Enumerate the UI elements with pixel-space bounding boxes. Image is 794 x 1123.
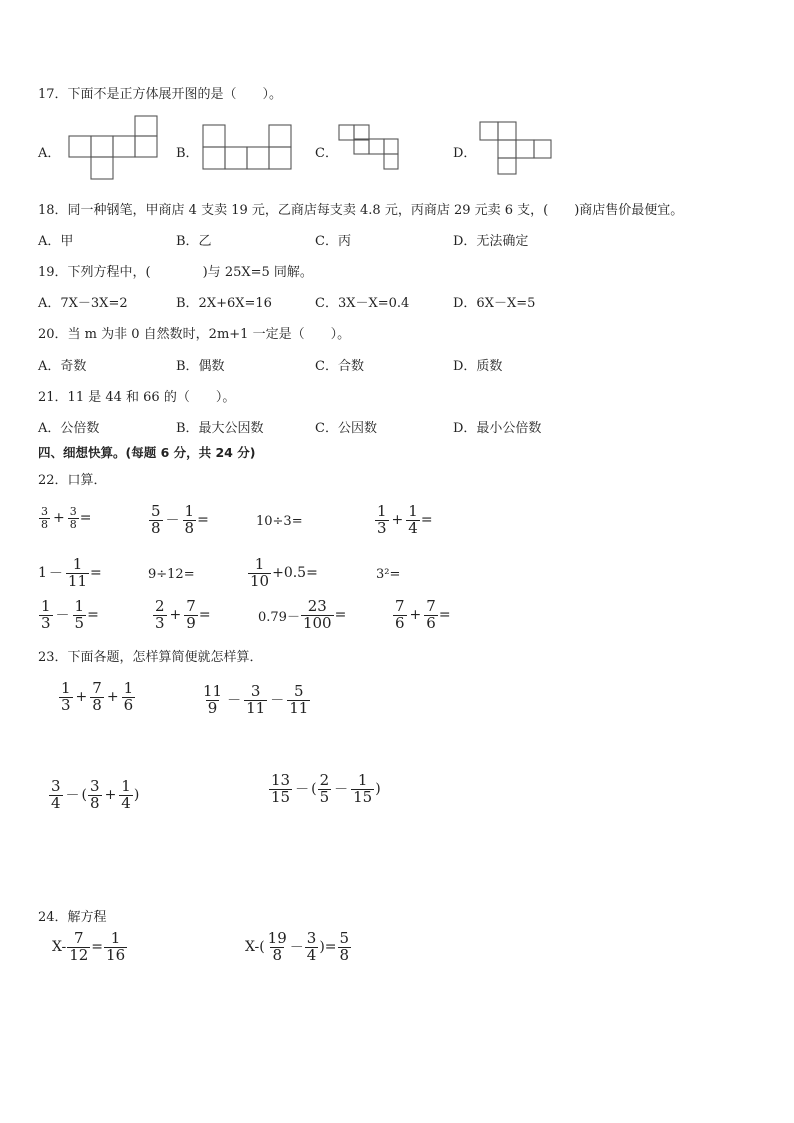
cube-net-c-icon	[338, 124, 400, 170]
q22-r3-a: $\frac{1}{3}$ － $\frac{1}{5}$ =	[41, 597, 99, 632]
q18-stem: 18．同一种钢笔，甲商店 4 支卖 19 元，乙商店每支卖 4.8 元，丙商店 29 元卖 6 支，( )商店售价最便宜。	[38, 203, 684, 218]
q24-e1: X- $\frac{7}{12}$ = $\frac{1}{16}$	[52, 929, 126, 964]
q20-option-b[interactable]: B．偶数	[176, 359, 225, 374]
q24-stem: 24．解方程	[38, 910, 107, 925]
q22-r3-c: 0.79－ $\frac{23}{100}$ =	[258, 597, 347, 632]
q21-option-a[interactable]: A．公倍数	[38, 421, 100, 436]
q18-option-d[interactable]: D．无法确定	[453, 234, 529, 249]
q22-r1-d: $\frac{1}{3}$ + $\frac{1}{4}$ =	[377, 502, 433, 537]
q21-option-c[interactable]: C．公因数	[315, 421, 377, 436]
q19-option-d[interactable]: D．6X－X=5	[453, 296, 536, 311]
q22-r2-c: $\frac{1}{10}$ +0.5=	[250, 555, 318, 590]
q22-stem: 22．口算．	[38, 473, 107, 488]
q23-e1: $\frac{1}{3}$ + $\frac{7}{8}$ + $\frac{1}{6}$	[61, 679, 134, 714]
q20-option-d[interactable]: D．质数	[453, 359, 503, 374]
section-heading: 四、细想快算。(每题 6 分，共 24 分)	[38, 445, 256, 460]
q23-e2: $\frac{11}{9}$ － $\frac{3}{11}$ － $\frac{5}{11}$	[203, 682, 309, 717]
q22-r3-d: $\frac{7}{6}$ + $\frac{7}{6}$ =	[395, 597, 451, 632]
q19-option-a[interactable]: A．7X－3X=2	[38, 296, 128, 311]
q22-r2-a: 1 － $\frac{1}{11}$ =	[38, 555, 102, 590]
q17-option-b[interactable]: B．	[176, 146, 199, 161]
q23-e3: $\frac{3}{4}$ － ( $\frac{3}{8}$ + $\frac{1}{4}$ )	[51, 777, 140, 812]
q20-option-c[interactable]: C．合数	[315, 359, 364, 374]
q17-option-a[interactable]: A．	[38, 146, 61, 161]
q21-option-b[interactable]: B．最大公因数	[176, 421, 264, 436]
cube-net-d-icon	[479, 121, 553, 175]
cube-net-a-icon	[68, 115, 160, 183]
q20-option-a[interactable]: A．奇数	[38, 359, 87, 374]
q21-option-d[interactable]: D．最小公倍数	[453, 421, 542, 436]
q18-option-b[interactable]: B．乙	[176, 234, 212, 249]
q22-r1-b: $\frac{5}{8}$ － $\frac{1}{8}$ =	[151, 502, 209, 537]
q22-r2-d: 3²=	[376, 567, 401, 582]
q22-r2-b: 9÷12=	[148, 567, 195, 582]
cube-net-b-icon	[202, 124, 294, 170]
q18-option-a[interactable]: A．甲	[38, 234, 74, 249]
q20-stem: 20．当 m 为非 0 自然数时，2m+1 一定是（ ）。	[38, 327, 351, 342]
q17-option-c[interactable]: C．	[315, 146, 338, 161]
q21-stem: 21．11 是 44 和 66 的（ ）。	[38, 390, 236, 405]
q22-r1-c: 10÷3=	[256, 514, 303, 529]
q17-stem: 17．下面不是正方体展开图的是（ ）。	[38, 87, 283, 102]
q23-stem: 23．下面各题，怎样算简便就怎样算．	[38, 650, 263, 665]
q19-stem: 19．下列方程中，( )与 25X=5 同解。	[38, 265, 313, 280]
q18-option-c[interactable]: C．丙	[315, 234, 351, 249]
q22-r1-a: $\frac{3}{8}$ + $\frac{3}{8}$ =	[41, 505, 92, 531]
q23-e4: $\frac{13}{15}$ － ( $\frac{2}{5}$ － $\frac{1}{15}$ )	[271, 771, 381, 806]
q17-option-d[interactable]: D．	[453, 146, 477, 161]
q24-e2: X-( $\frac{19}{8}$ － $\frac{3}{4}$ )= $\frac{5}{8}$	[245, 929, 350, 964]
q22-r3-b: $\frac{2}{3}$ + $\frac{7}{9}$ =	[155, 597, 211, 632]
q19-option-c[interactable]: C．3X－X=0.4	[315, 296, 410, 311]
q19-option-b[interactable]: B．2X+6X=16	[176, 296, 272, 311]
